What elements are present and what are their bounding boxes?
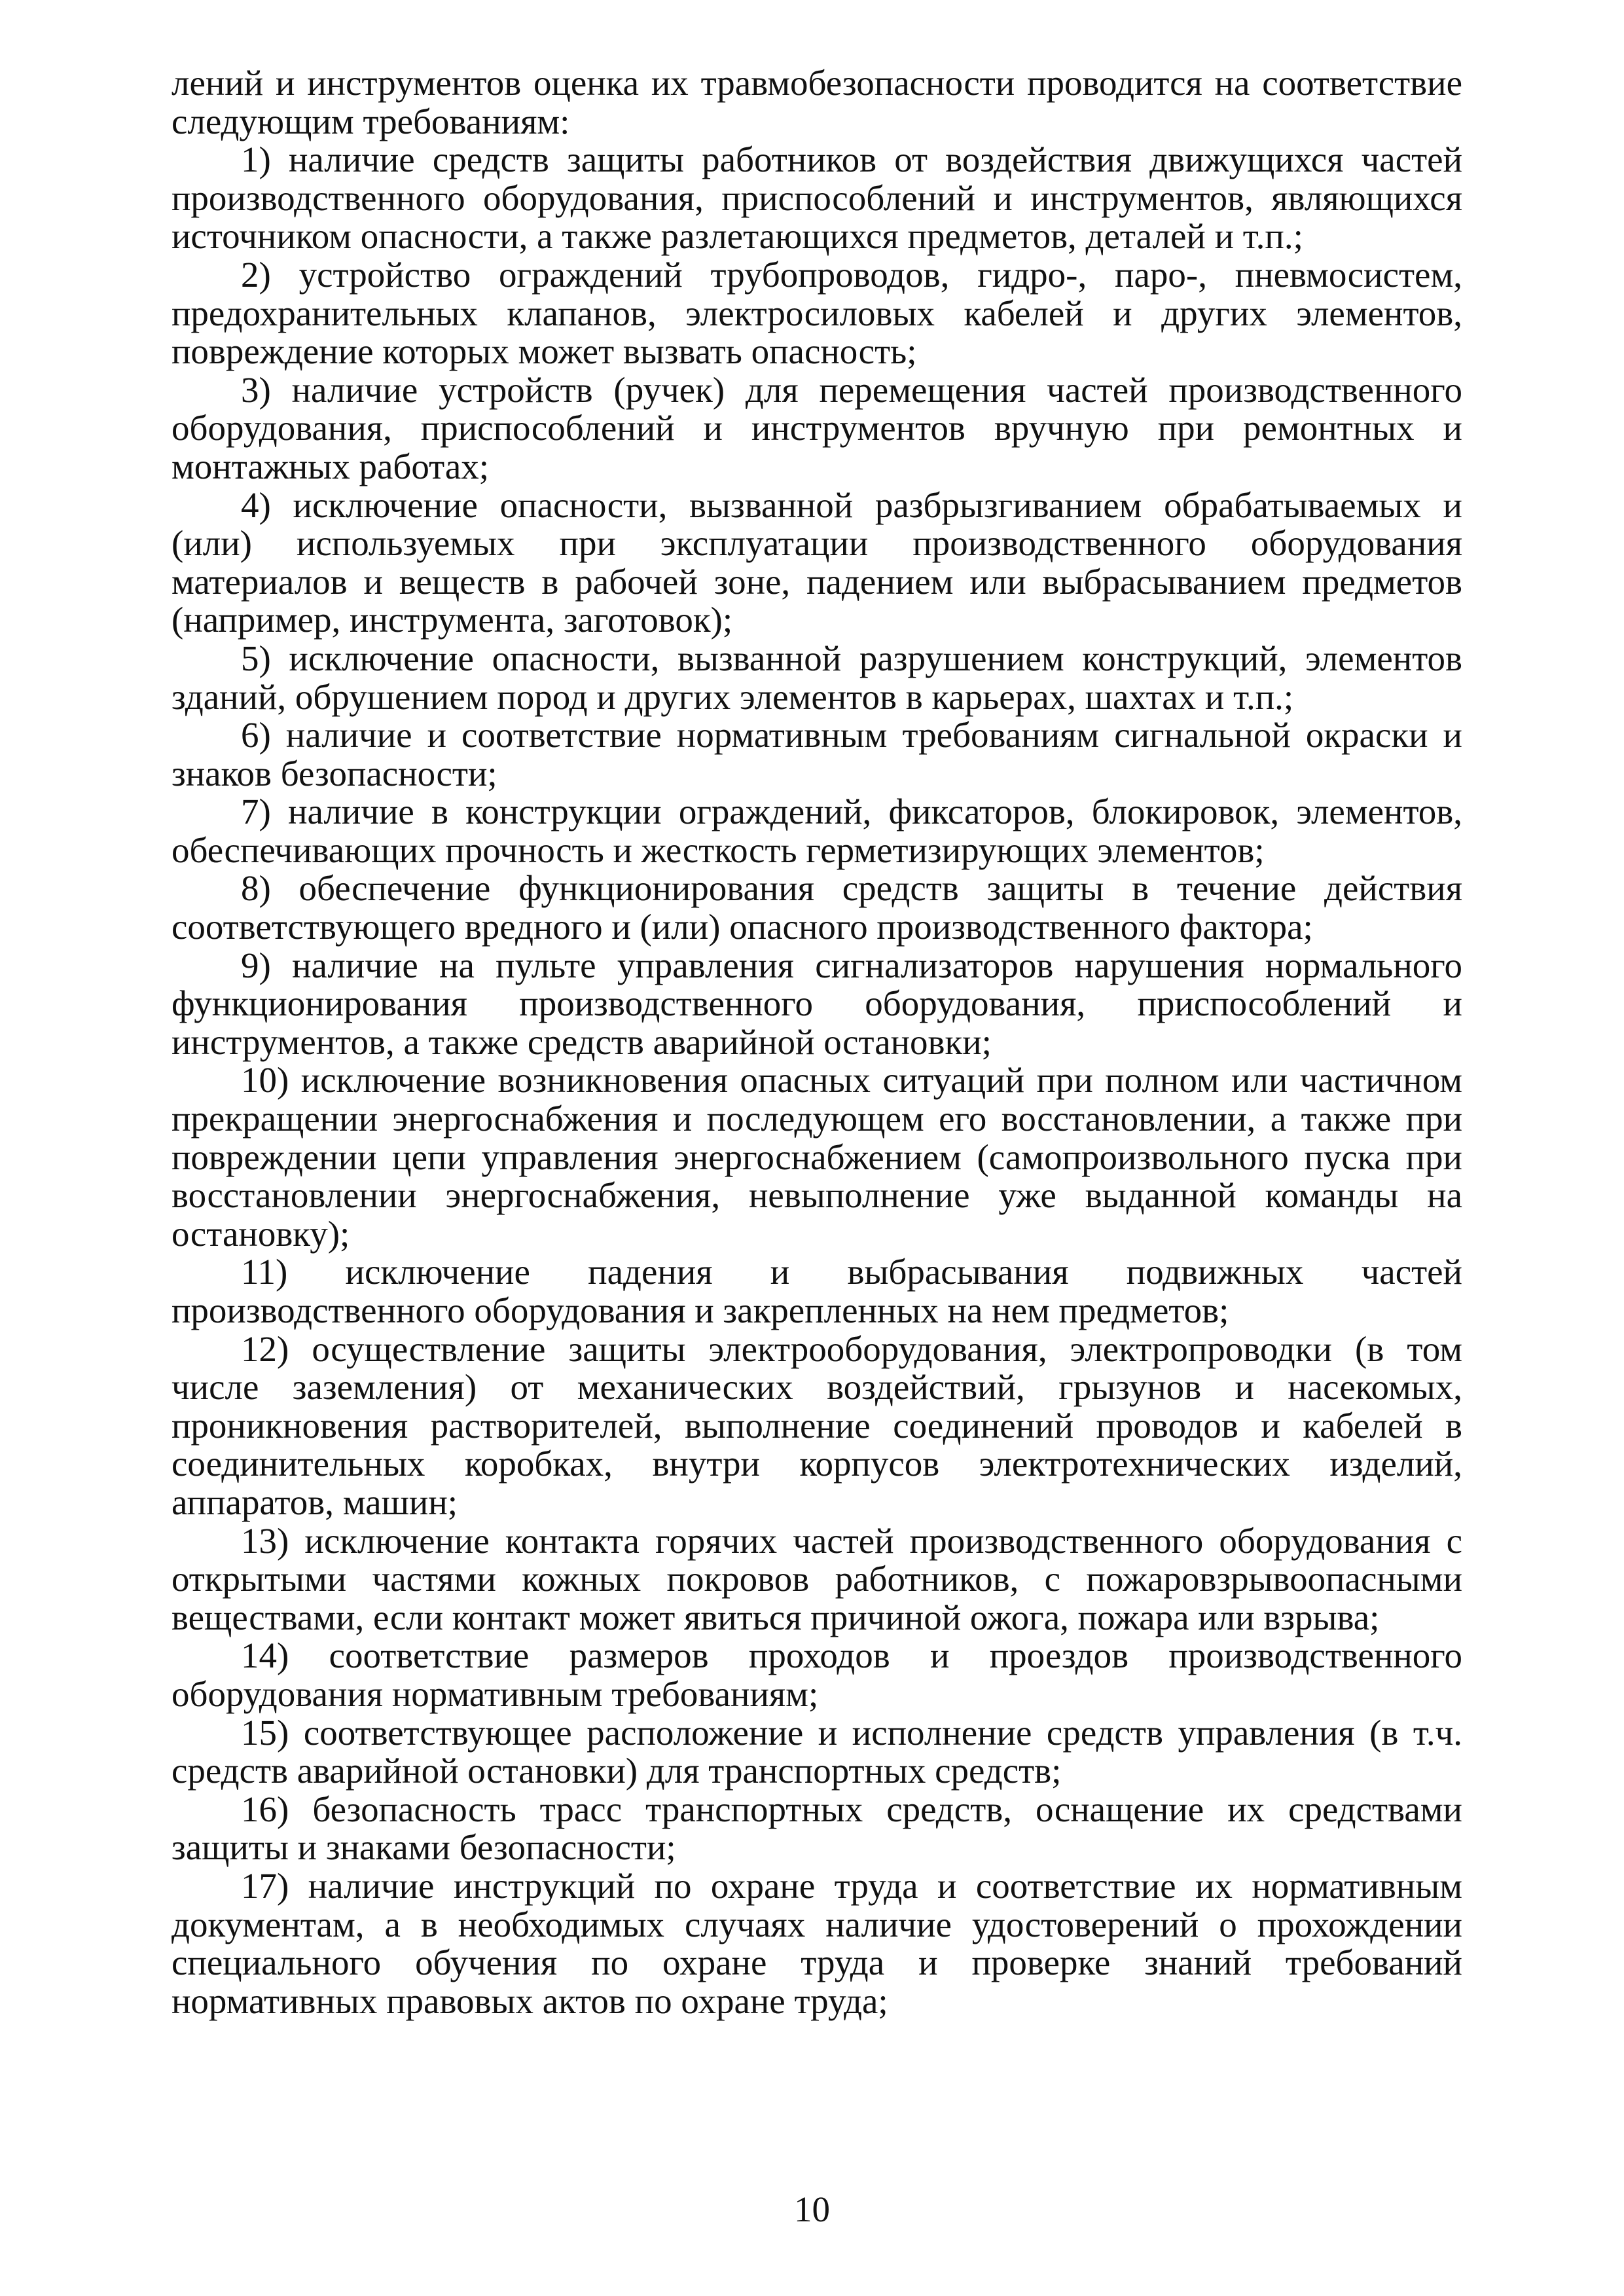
list-item-7: 7) наличие в конструкции ограждений, фиксаторов, блокировок, элементов, обеспечивающих прочность и жесткость герметизирующих элементов; — [171, 792, 1462, 870]
list-item-12: 12) осуществление защиты электрооборудования, электропроводки (в том числе заземления) от механических воздействий, грызунов и насекомых, проникновения растворителей, выполнение соединений проводов и кабелей в соединительных коробках, внутри корпусов электротехнических изделий, аппаратов, машин; — [171, 1328, 1462, 1522]
list-item-11: 11) исключение падения и выбрасывания подвижных частей производственного оборудования и закрепленных на нем предметов; — [171, 1252, 1462, 1330]
list-item-9: 9) наличие на пульте управления сигнализаторов нарушения нормального функционирования производственного оборудования, приспособлений и инструментов, а также средств аварийной остановки; — [171, 945, 1462, 1062]
list-item-16: 16) безопасность трасс транспортных средств, оснащение их средствами защиты и знаками безопасности; — [171, 1789, 1462, 1868]
page-body — [171, 64, 1462, 2020]
document-text — [171, 64, 1462, 2020]
list-item-5: 5) исключение опасности, вызванной разрушением конструкций, элементов зданий, обрушением пород и других элементов в карьерах, шахтах и т.п.; — [171, 638, 1462, 717]
list-item-15: 15) соответствующее расположение и исполнение средств управления (в т.ч. средств аварийной остановки) для транспортных средств; — [171, 1712, 1462, 1791]
list-item-8: 8) обеспечение функционирования средств защиты в течение действия соответствующего вредного и (или) опасного производственного фактора; — [171, 868, 1462, 947]
list-item-1: 1) наличие средств защиты работников от воздействия движущихся частей производственного оборудования, приспособлений и инструментов, являющихся источником опасности, а также разлетающихся предметов, деталей и т.п.; — [171, 139, 1462, 257]
list-item-13: 13) исключение контакта горячих частей производственного оборудования с открытыми частями кожных покровов работников, с пожаровзрывоопасными веществами, если контакт может явиться причиной ожога, пожара или взрыва; — [171, 1520, 1462, 1637]
list-item-10: 10) исключение возникновения опасных ситуаций при полном или частичном прекращении энергоснабжения и последующем его восстановлении, а также при повреждении цепи управления энергоснабжением (самопроизвольного пуска при восстановлении энергоснабжения, невыполнение уже выданной команды на остановку); — [171, 1060, 1462, 1254]
list-item-14: 14) соответствие размеров проходов и проездов производственного оборудования нормативным требованиям; — [171, 1635, 1462, 1714]
intro-paragraph: лений и инструментов оценка их травмобезопасности проводится на соответствие следующим требованиям: — [171, 63, 1462, 141]
list-item-4: 4) исключение опасности, вызванной разбрызгиванием обрабатываемых и (или) используемых при эксплуатации производственного оборудования материалов и веществ в рабочей зоне, падением или выбрасыванием предметов (например, инструмента, заготовок); — [171, 484, 1462, 640]
list-item-6: 6) наличие и соответствие нормативным требованиям сигнальной окраски и знаков безопасности; — [171, 715, 1462, 793]
list-item-3: 3) наличие устройств (ручек) для перемещения частей производственного оборудования, приспособлений и инструментов вручную при ремонтных и монтажных работах; — [171, 369, 1462, 486]
list-item-17: 17) наличие инструкций по охране труда и соответствие их нормативным документам, а в необходимых случаях наличие удостоверений о прохождении специального обучения по охране труда и проверке знаний требований нормативных правовых актов по охране труда; — [171, 1865, 1462, 2021]
page-number: 10 — [794, 2189, 830, 2229]
list-item-2: 2) устройство ограждений трубопроводов, гидро-, паро-, пневмосистем, предохранительных клапанов, электросиловых кабелей и других элементов, повреждение которых может вызвать опасность; — [171, 254, 1462, 372]
